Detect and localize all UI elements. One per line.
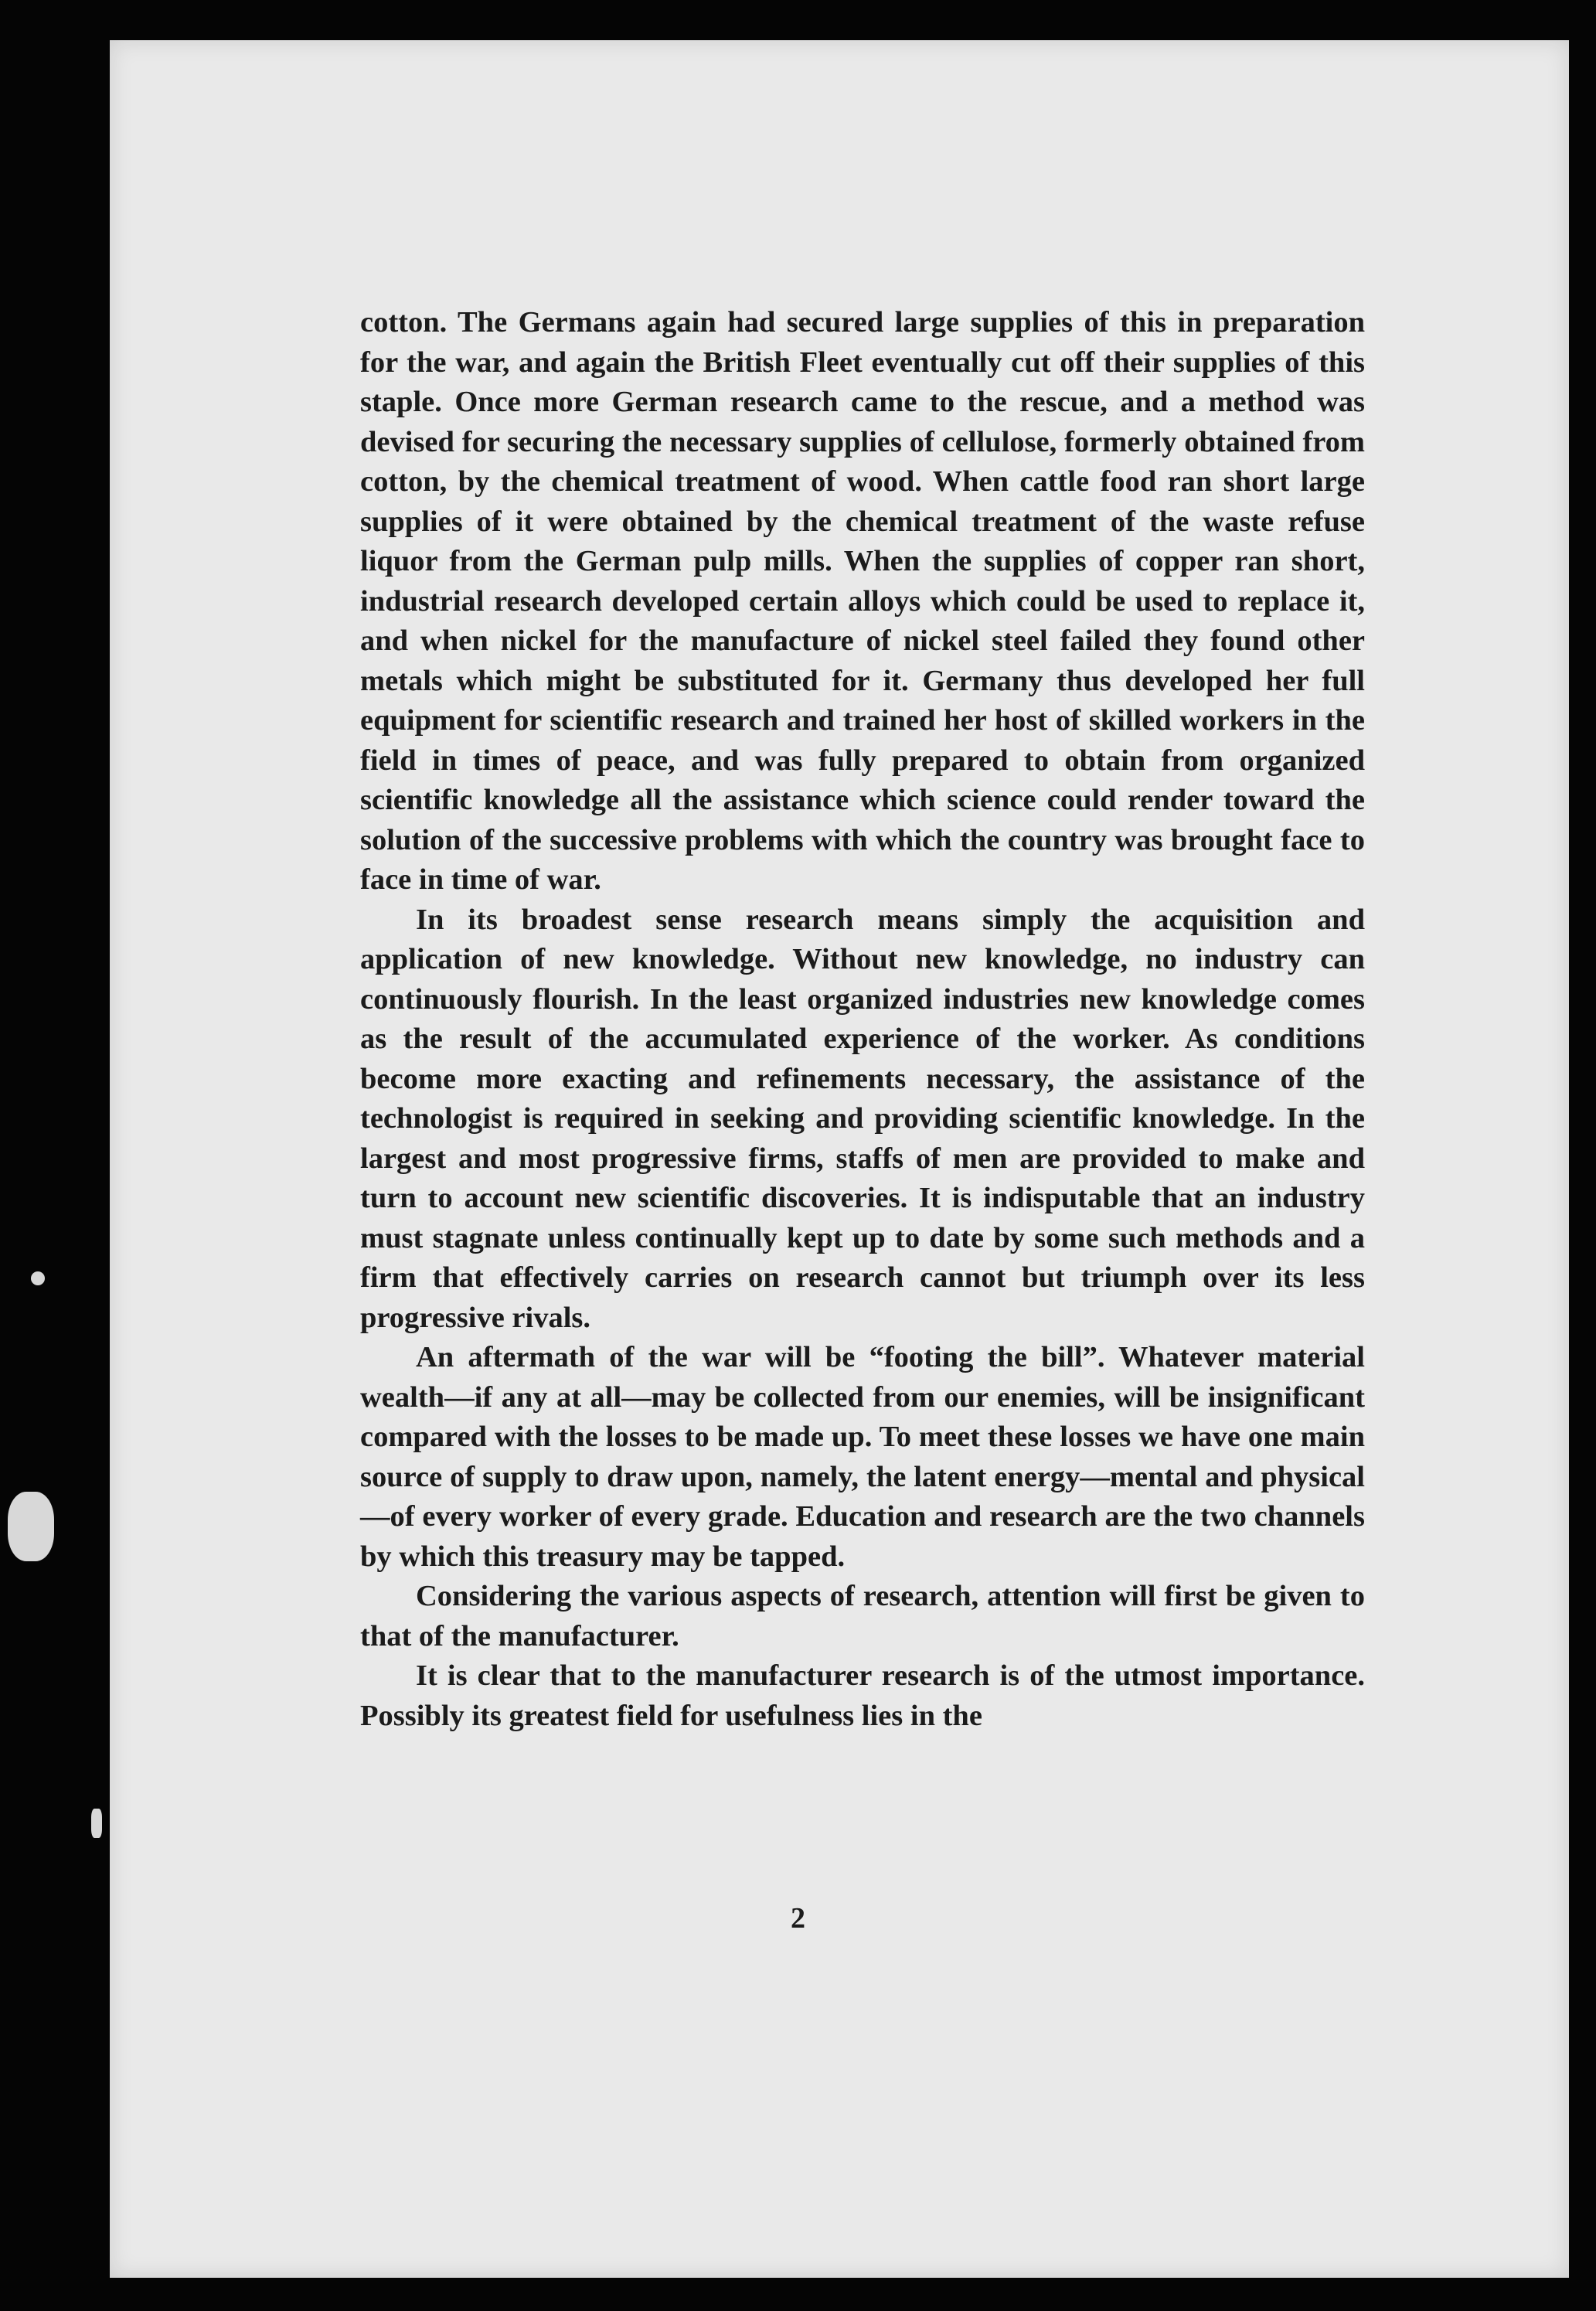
paragraph-1: cotton. The Germans again had secured large supplies of this in preparation for the war, and again the British Fleet eventually cut off their supplies of this staple. Once more German research came to the rescue, and a method was devised for securing the necessary supplies of cellulose, formerly obtained from cotton, by the chemical treatment of wood. When cattle food ran short large supplies of it were obtained by the chemical treatment of the waste refuse liquor from the German pulp mills. When the supplies of copper ran short, industrial research developed certain alloys which could be used to replace it, and when nickel for the manufacture of nickel steel failed they found other metals which might be substituted for it. Germany thus developed her full equipment for scientific research and trained her host of skilled workers in the field in times of peace, and was fully prepared to obtain from organized scientific knowledge all the assistance which science could render toward the solution of the successive problems with which the country was brought face to face in time of war.	[360, 306, 1365, 896]
paragraph-5: It is clear that to the manufacturer research is of the utmost importance. Possibly its greatest field for usefulness lies in the	[360, 1659, 1365, 1732]
page-number: 2	[791, 1902, 805, 1935]
scan-artifact	[31, 1271, 45, 1285]
paragraph-3: An aftermath of the war will be “footing the bill”. Whatever material wealth—if any at all—may be collected from our enemies, will be insignificant compared with the losses to be made up. To meet these losses we have one main source of supply to draw upon, namely, the latent energy—mental and physical—of every worker of every grade. Education and research are the two channels by which this treasury may be tapped.	[360, 1341, 1365, 1573]
scan-artifact	[91, 1809, 102, 1838]
paragraph-4: Considering the various aspects of research, attention will first be given to that of the manufacturer.	[360, 1580, 1365, 1652]
body-text	[360, 303, 1365, 1736]
scan-artifact	[8, 1492, 54, 1561]
paragraph-2: In its broadest sense research means simply the acquisition and application of new knowledge. Without new knowledge, no industry can continuously flourish. In the least organized industries new knowledge comes as the result of the accumulated experience of the worker. As conditions become more exacting and refinements necessary, the assistance of the technologist is required in seeking and providing scientific knowledge. In the largest and most progressive firms, staffs of men are provided to make and turn to account new scientific discoveries. It is indisputable that an industry must stagnate unless continually kept up to date by some such methods and a firm that effectively carries on research cannot but triumph over its less progressive rivals.	[360, 903, 1365, 1334]
